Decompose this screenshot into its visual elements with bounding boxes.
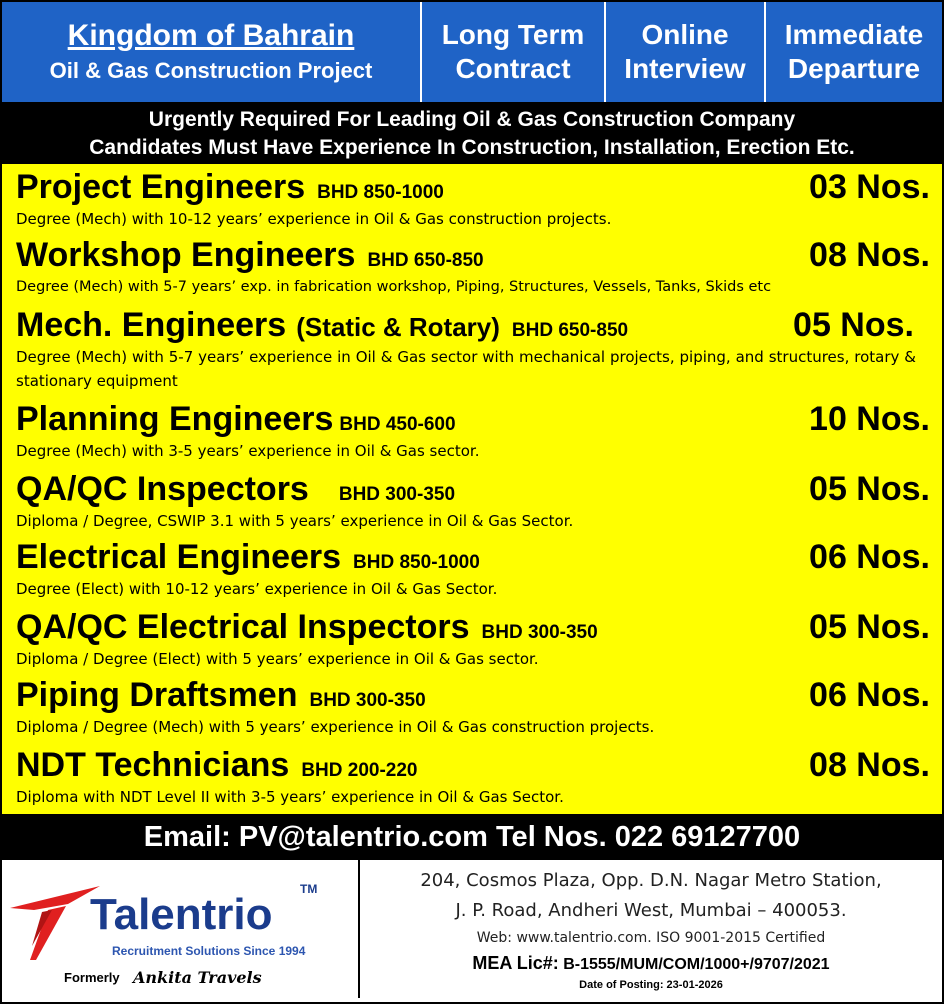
footer	[2, 860, 942, 998]
address-line-2: J. P. Road, Andheri West, Mumbai – 400053.	[455, 900, 847, 921]
job-item	[16, 538, 930, 608]
departure-cell	[766, 2, 942, 102]
job-description: Degree (Mech) with 3-5 years’ experience in Oil & Gas sector.	[16, 442, 480, 460]
job-item	[16, 306, 930, 400]
job-salary: BHD 650-850	[511, 320, 629, 341]
email-link[interactable]: PV@talentrio.com	[238, 821, 488, 853]
formerly-label: Formerly	[64, 970, 120, 985]
contract-cell	[422, 2, 606, 102]
company-logo	[2, 860, 360, 998]
tel-number[interactable]: 022 69127700	[614, 821, 801, 853]
job-salary: BHD 300-350	[338, 484, 456, 505]
license-label: MEA Lic#:	[472, 953, 559, 973]
job-title: NDT Technicians	[16, 746, 290, 784]
job-list	[2, 164, 942, 814]
job-description: Degree (Mech) with 10-12 years’ experience in Oil & Gas construction projects.	[16, 210, 612, 228]
job-quantity: 05 Nos.	[793, 306, 914, 344]
job-title: Project Engineers	[16, 168, 306, 206]
departure-line-2: Departure	[787, 53, 921, 84]
job-title: Electrical Engineers	[16, 538, 342, 576]
tel-label: Tel Nos.	[496, 821, 607, 853]
brand-name: Talentrio	[90, 890, 273, 939]
job-quantity: 05 Nos.	[809, 608, 930, 646]
job-quantity: 08 Nos.	[809, 746, 930, 784]
job-item	[16, 676, 930, 746]
posting-date: Date of Posting: 23-01-2026	[579, 979, 723, 991]
job-description: Degree (Mech) with 5-7 years’ experience in Oil & Gas sector with mechanical projects, piping, and structures, rotary & stationary equipment	[16, 348, 916, 390]
trademark: TM	[300, 882, 318, 896]
job-salary: BHD 300-350	[481, 622, 598, 643]
job-description: Diploma / Degree, CSWIP 3.1 with 5 years’ experience in Oil & Gas Sector.	[16, 512, 574, 530]
job-item	[16, 400, 930, 470]
job-description: Degree (Elect) with 10-12 years’ experience in Oil & Gas Sector.	[16, 580, 498, 598]
license-line	[360, 950, 942, 978]
job-quantity: 10 Nos.	[809, 400, 930, 438]
urgent-line-1: Urgently Required For Leading Oil & Gas Construction Company	[148, 108, 796, 131]
project-title: Oil & Gas Construction Project	[49, 58, 373, 83]
job-salary: BHD 850-1000	[353, 552, 480, 573]
interview-line-1: Online	[641, 19, 729, 50]
job-title: Mech. Engineers	[16, 306, 287, 344]
email-label: Email:	[143, 821, 231, 853]
job-item	[16, 470, 930, 538]
job-description: Diploma / Degree (Elect) with 5 years’ experience in Oil & Gas sector.	[16, 650, 539, 668]
job-item	[16, 236, 930, 306]
interview-cell	[606, 2, 766, 102]
job-quantity: 06 Nos.	[809, 538, 930, 576]
header-banner	[2, 2, 942, 104]
contract-line-2: Contract	[455, 53, 571, 84]
job-quantity: 08 Nos.	[809, 236, 930, 274]
company-address	[360, 860, 942, 998]
job-title: Planning Engineers	[16, 400, 334, 438]
former-name: Ankita Travels	[133, 968, 262, 987]
job-title: Piping Draftsmen	[16, 676, 298, 714]
job-item	[16, 168, 930, 236]
job-quantity: 05 Nos.	[809, 470, 930, 508]
project-heading	[2, 2, 422, 102]
country-title: Kingdom of Bahrain	[67, 19, 355, 52]
contact-bar	[2, 814, 942, 860]
job-subtitle: (Static & Rotary)	[296, 312, 500, 342]
job-salary: BHD 300-350	[309, 690, 426, 711]
job-item	[16, 746, 930, 806]
interview-line-2: Interview	[624, 53, 746, 84]
job-description: Degree (Mech) with 5-7 years’ exp. in fabrication workshop, Piping, Structures, Vessels, Tanks, Skids etc	[16, 279, 772, 295]
job-quantity: 03 Nos.	[809, 168, 930, 206]
license-number: B-1555/MUM/COM/1000+/9707/2021	[563, 956, 830, 973]
address-line-1: 204, Cosmos Plaza, Opp. D.N. Nagar Metro Station,	[420, 870, 882, 891]
departure-line-1: Immediate	[784, 19, 924, 50]
job-salary: BHD 650-850	[367, 250, 484, 271]
job-title: QA/QC Inspectors	[16, 470, 309, 508]
job-title: QA/QC Electrical Inspectors	[16, 608, 470, 646]
job-item	[16, 608, 930, 676]
job-quantity: 06 Nos.	[809, 676, 930, 714]
urgent-banner	[2, 104, 942, 164]
job-title: Workshop Engineers	[16, 236, 356, 274]
urgent-line-2: Candidates Must Have Experience In Construction, Installation, Erection Etc.	[89, 136, 855, 159]
job-salary: BHD 850-1000	[317, 182, 444, 203]
contract-line-1: Long Term	[441, 19, 585, 50]
brand-tagline: Recruitment Solutions Since 1994	[112, 944, 306, 958]
job-description: Diploma with NDT Level II with 3-5 years’ experience in Oil & Gas Sector.	[16, 788, 564, 806]
job-description: Diploma / Degree (Mech) with 5 years’ experience in Oil & Gas construction projects.	[16, 718, 655, 736]
job-salary: BHD 450-600	[339, 414, 456, 435]
website-line: Web: www.talentrio.com. ISO 9001-2015 Certified	[476, 930, 826, 946]
job-salary: BHD 200-220	[301, 760, 418, 781]
